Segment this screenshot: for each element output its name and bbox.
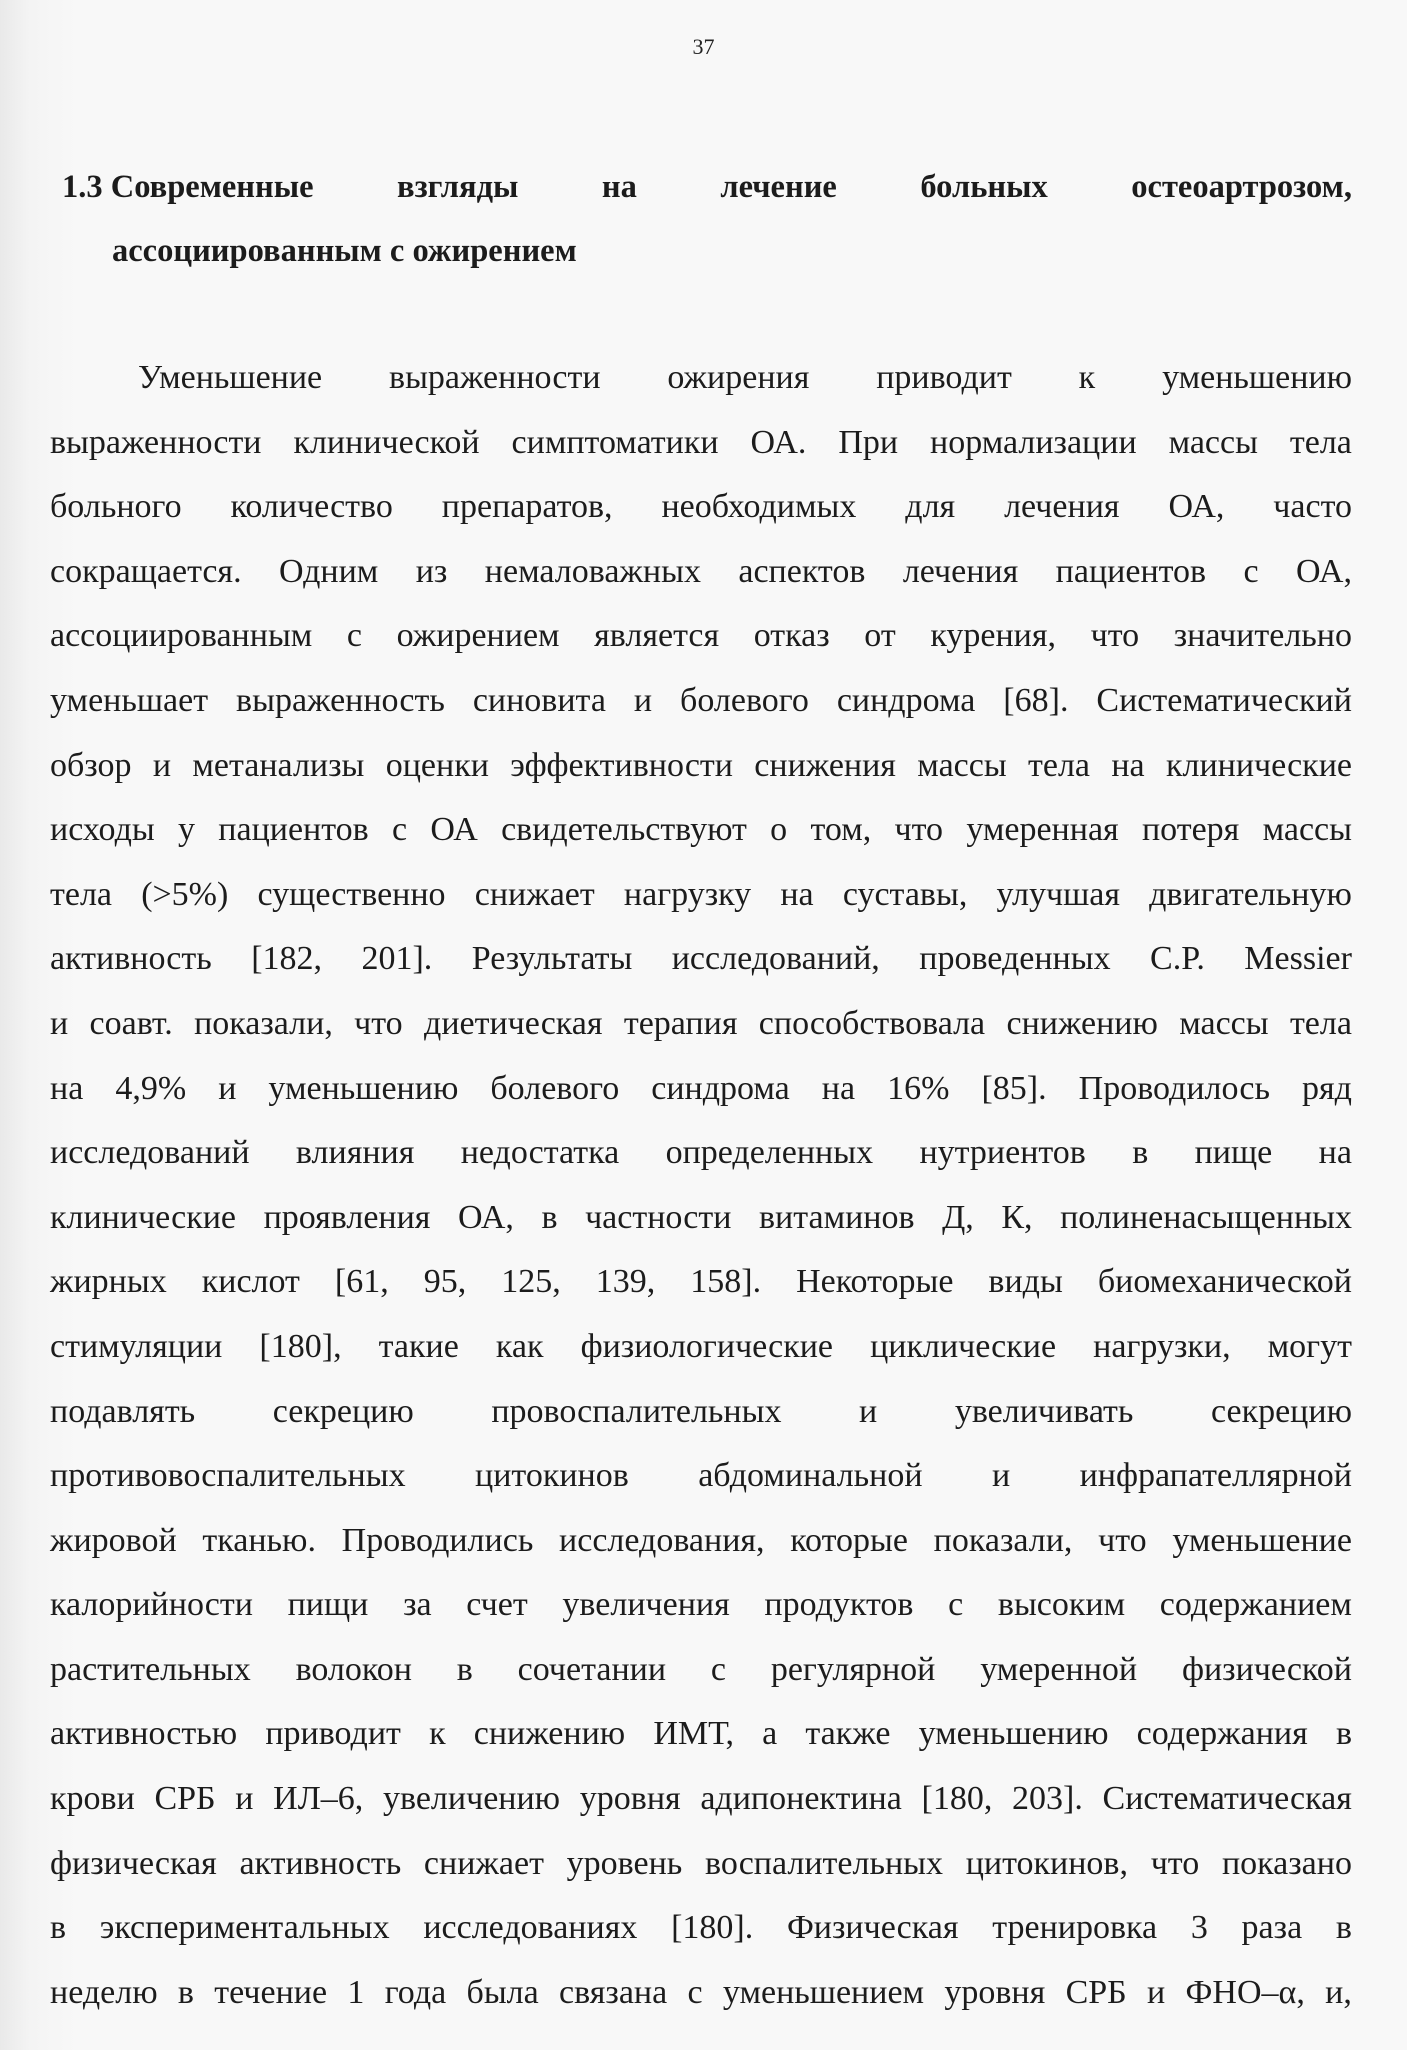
text-line: Уменьшение выраженности ожирения приводит к уменьшению xyxy=(138,359,1352,396)
text-line: ассоциированным с ожирением является отказ от курения, что значительно xyxy=(50,617,1352,655)
text-line: крови СРБ и ИЛ–6, увеличению уровня адипонектина [180, 203]. Систематическая xyxy=(50,1780,1352,1818)
text-line: растительных волокон в сочетании с регулярной умеренной физической xyxy=(50,1650,1352,1688)
text-line: на 4,9% и уменьшению болевого синдрома на 16% [85]. Проводилось ряд xyxy=(50,1069,1352,1107)
body-paragraph xyxy=(50,346,1352,2025)
text-line: исходы у пациентов с ОА свидетельствуют о том, что умеренная потеря массы xyxy=(50,811,1352,849)
text-line: физическая активность снижает уровень воспалительных цитокинов, что показано xyxy=(50,1844,1352,1882)
text-line: противовоспалительных цитокинов абдоминальной и инфрапателлярной xyxy=(50,1457,1352,1495)
section-heading xyxy=(62,155,1352,283)
text-line: тела (>5%) существенно снижает нагрузку на суставы, улучшая двигательную xyxy=(50,875,1352,913)
text-line: сокращается. Одним из немаловажных аспектов лечения пациентов с ОА, xyxy=(50,552,1352,590)
heading-word: на xyxy=(601,169,637,205)
text-line: стимуляции [180], такие как физиологические циклические нагрузки, могут xyxy=(50,1327,1352,1365)
heading-word: остеоартрозом, xyxy=(1131,169,1352,205)
text-line: и соавт. показали, что диетическая терапия способствовала снижению массы тела xyxy=(50,1004,1352,1042)
text-line: исследований влияния недостатка определенных нутриентов в пище на xyxy=(50,1134,1352,1172)
text-line: жирных кислот [61, 95, 125, 139, 158]. Некоторые виды биомеханической xyxy=(50,1263,1352,1301)
text-line: жировой тканью. Проводились исследования, которые показали, что уменьшение xyxy=(50,1521,1352,1559)
text-line: неделю в течение 1 года была связана с уменьшением уровня СРБ и ФНО–α, и, xyxy=(50,1973,1352,2011)
text-line: калорийности пищи за счет увеличения продуктов с высоким содержанием xyxy=(50,1586,1352,1624)
text-line: обзор и метанализы оценки эффективности снижения массы тела на клинические xyxy=(50,746,1352,784)
text-line: больного количество препаратов, необходимых для лечения ОА, часто xyxy=(50,488,1352,526)
heading-word: лечение xyxy=(720,169,837,205)
text-line: клинические проявления ОА, в частности витаминов Д, К, полиненасыщенных xyxy=(50,1198,1352,1236)
text-line: в экспериментальных исследованиях [180]. Физическая тренировка 3 раза в xyxy=(50,1909,1352,1947)
section-heading-line-1 xyxy=(62,155,1352,219)
section-heading-line-2: ассоциированным с ожирением xyxy=(112,233,577,269)
text-line: уменьшает выраженность синовита и болевого синдрома [68]. Систематический xyxy=(50,681,1352,719)
heading-word: взгляды xyxy=(397,169,519,205)
page-number: 37 xyxy=(692,34,715,59)
text-line: активность [182, 201]. Результаты исследований, проведенных C.P. Messier xyxy=(50,940,1352,978)
text-line: подавлять секрецию провоспалительных и увеличивать секрецию xyxy=(50,1392,1352,1430)
text-line: выраженности клинической симптоматики ОА. При нормализации массы тела xyxy=(50,423,1352,461)
heading-word: 1.3 Современные xyxy=(62,169,314,205)
heading-word: больных xyxy=(920,169,1048,205)
text-line: активностью приводит к снижению ИМТ, а также уменьшению содержания в xyxy=(50,1715,1352,1753)
